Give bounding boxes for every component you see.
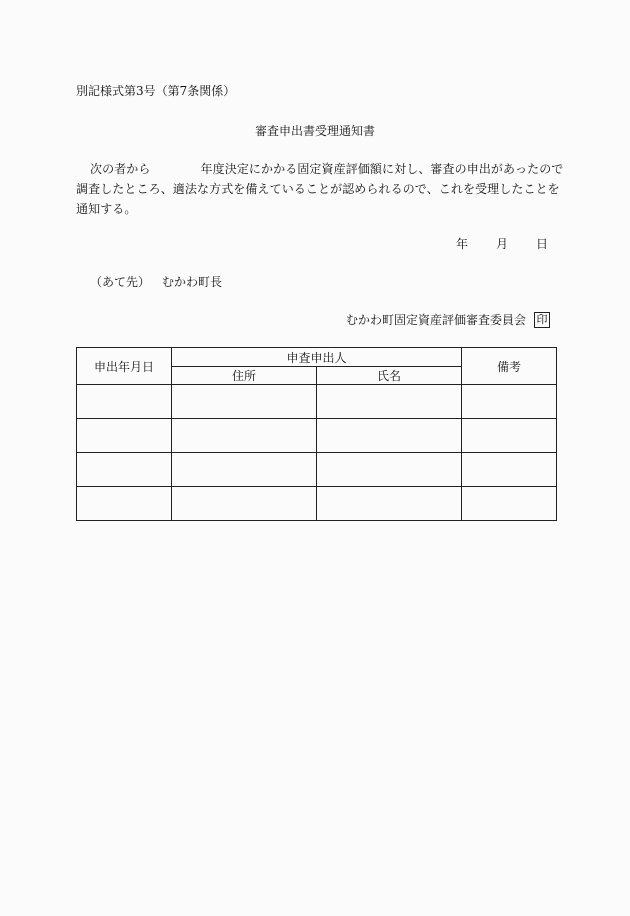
cell-remarks xyxy=(462,385,557,419)
cell-remarks xyxy=(462,453,557,487)
cell-date xyxy=(77,487,172,521)
cell-address xyxy=(172,487,317,521)
document-title: 審査申出書受理通知書 xyxy=(254,124,375,138)
records-table xyxy=(76,347,557,521)
body-line-1-part-2: 年度決定にかかる固定資産評価額に対し、審査の申出があったので xyxy=(200,162,564,176)
cell-remarks xyxy=(462,487,557,521)
cell-name xyxy=(317,385,462,419)
addressee xyxy=(90,273,222,290)
cell-date xyxy=(77,453,172,487)
header-applicant: 申査申出人 xyxy=(172,348,462,367)
cell-name xyxy=(317,487,462,521)
issuer xyxy=(346,311,550,328)
seal-mark: 印 xyxy=(534,312,550,328)
table-header-row xyxy=(77,348,557,367)
header-remarks: 備考 xyxy=(462,348,557,385)
cell-address xyxy=(172,453,317,487)
cell-name xyxy=(317,453,462,487)
issuer-name: むかわ町固定資産評価審査委員会 xyxy=(345,313,526,327)
cell-date xyxy=(77,385,172,419)
body-line-1-part-1: 次の者から xyxy=(90,162,151,176)
date-day: 日 xyxy=(535,237,548,251)
date-line xyxy=(456,235,548,252)
table-row xyxy=(77,419,557,453)
table-row xyxy=(77,453,557,487)
addressee-name: むかわ町長 xyxy=(162,275,223,289)
addressee-label: （あて先） xyxy=(90,275,151,289)
date-month: 月 xyxy=(495,237,508,251)
header-address: 住所 xyxy=(172,367,317,385)
body-line-1 xyxy=(76,160,563,177)
header-date: 申出年月日 xyxy=(77,348,172,385)
date-year: 年 xyxy=(455,237,468,251)
cell-address xyxy=(172,419,317,453)
form-label: 別記様式第3号（第7条関係） xyxy=(76,84,236,98)
cell-date xyxy=(77,419,172,453)
table-row xyxy=(77,487,557,521)
cell-remarks xyxy=(462,419,557,453)
body-line-2: 調査したところ、適法な方式を備えていることが認められるので、これを受理したことを xyxy=(76,182,560,196)
header-name: 氏名 xyxy=(317,367,462,385)
body-line-3: 通知する。 xyxy=(76,202,137,216)
table-row xyxy=(77,385,557,419)
cell-name xyxy=(317,419,462,453)
cell-address xyxy=(172,385,317,419)
